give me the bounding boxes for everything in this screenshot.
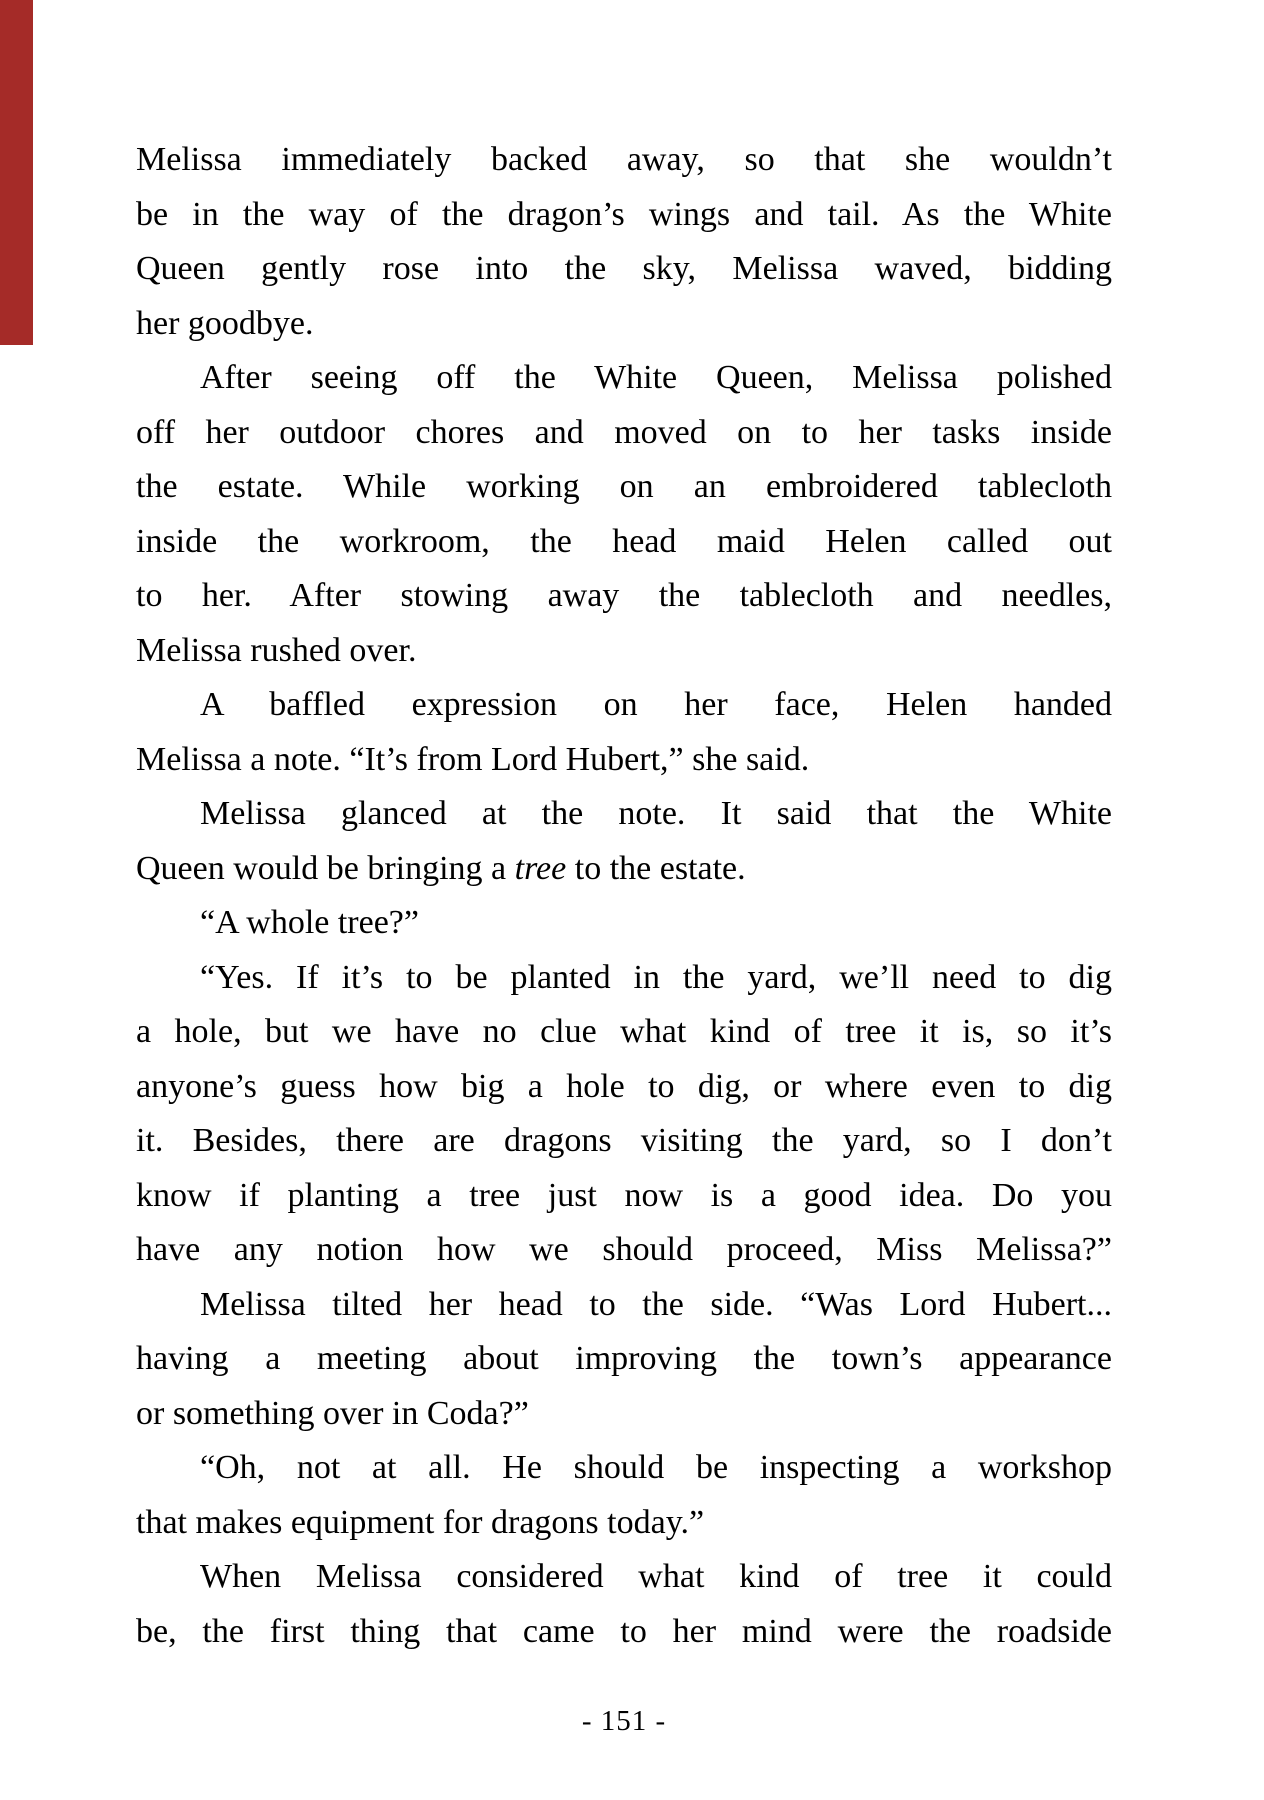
text-line [136,951,1112,1006]
text-line [136,406,1112,461]
text-line [136,787,1112,842]
text-run: Melissa tilted her head to the side. “Was Lord Hubert... [200,1285,1112,1323]
text-run: Melissa immediately backed away, so that she wouldn’t [136,141,1112,178]
text-line [136,1060,1112,1115]
text-line [136,569,1112,624]
text-run: inside the workroom, the head maid Helen called out [136,522,1112,560]
text-run: her goodbye. [136,304,314,342]
page-number: - 151 - [581,1705,667,1737]
text-run: When Melissa considered what kind of tree it could [200,1558,1112,1595]
text-line [136,842,1112,897]
text-line [136,351,1112,406]
text-line [136,678,1112,733]
text-run: be, the first thing that came to her mind were the roadside [136,1612,1112,1650]
text-run: “Yes. If it’s to be planted in the yard, we’ll need to dig [200,958,1112,996]
text-line [136,1550,1112,1605]
text-run: having a meeting about improving the town’s appearance [136,1340,1112,1377]
text-line [136,188,1112,243]
text-run: Melissa rushed over. [136,631,417,669]
text-line [136,1496,1112,1551]
text-line [136,1278,1112,1333]
text-run: anyone’s guess how big a hole to dig, or where even to dig [136,1067,1112,1105]
text-line [136,1332,1112,1387]
text-run: Queen gently rose into the sky, Melissa waved, bidding [136,250,1112,287]
text-run: or something over in Coda?” [136,1394,529,1432]
text-line [136,460,1112,515]
text-run: Queen would be bringing a [136,849,515,887]
text-run: off her outdoor chores and moved on to her tasks inside [136,413,1112,451]
text-line [136,242,1112,297]
text-line [136,1605,1112,1660]
italic-word: tree [514,849,567,887]
text-line [136,1114,1112,1169]
text-run: that makes equipment for dragons today.” [136,1503,705,1541]
text-line [136,1441,1112,1496]
text-run: know if planting a tree just now is a good idea. Do you [136,1176,1112,1214]
bookmark-ribbon [0,0,33,345]
text-run: Melissa glanced at the note. It said that the White [200,795,1112,832]
text-line [136,1169,1112,1224]
text-run: be in the way of the dragon’s wings and tail. As the White [136,195,1112,233]
text-run: have any notion how we should proceed, Miss Melissa?” [136,1231,1112,1268]
text-line [136,896,1112,951]
text-line [136,624,1112,679]
body-text [136,133,1112,1659]
text-line [136,1387,1112,1442]
text-line [136,133,1112,188]
text-run: to her. After stowing away the tablecloth and needles, [136,577,1112,614]
text-run: After seeing off the White Queen, Melissa polished [200,359,1112,396]
text-line [136,1005,1112,1060]
text-run: “A whole tree?” [200,904,419,941]
text-line [136,515,1112,570]
text-run: “Oh, not at all. He should be inspecting a workshop [200,1449,1112,1486]
text-run: a hole, but we have no clue what kind of tree it is, so it’s [136,1013,1112,1050]
text-run: Melissa a note. “It’s from Lord Hubert,” she said. [136,740,810,778]
text-run: it. Besides, there are dragons visiting the yard, so I don’t [136,1122,1112,1159]
text-line [136,297,1112,352]
text-run: A baffled expression on her face, Helen handed [200,686,1112,723]
text-line [136,733,1112,788]
text-run: to the estate. [566,849,746,887]
text-run: the estate. While working on an embroidered tablecloth [136,468,1112,505]
text-line [136,1223,1112,1278]
